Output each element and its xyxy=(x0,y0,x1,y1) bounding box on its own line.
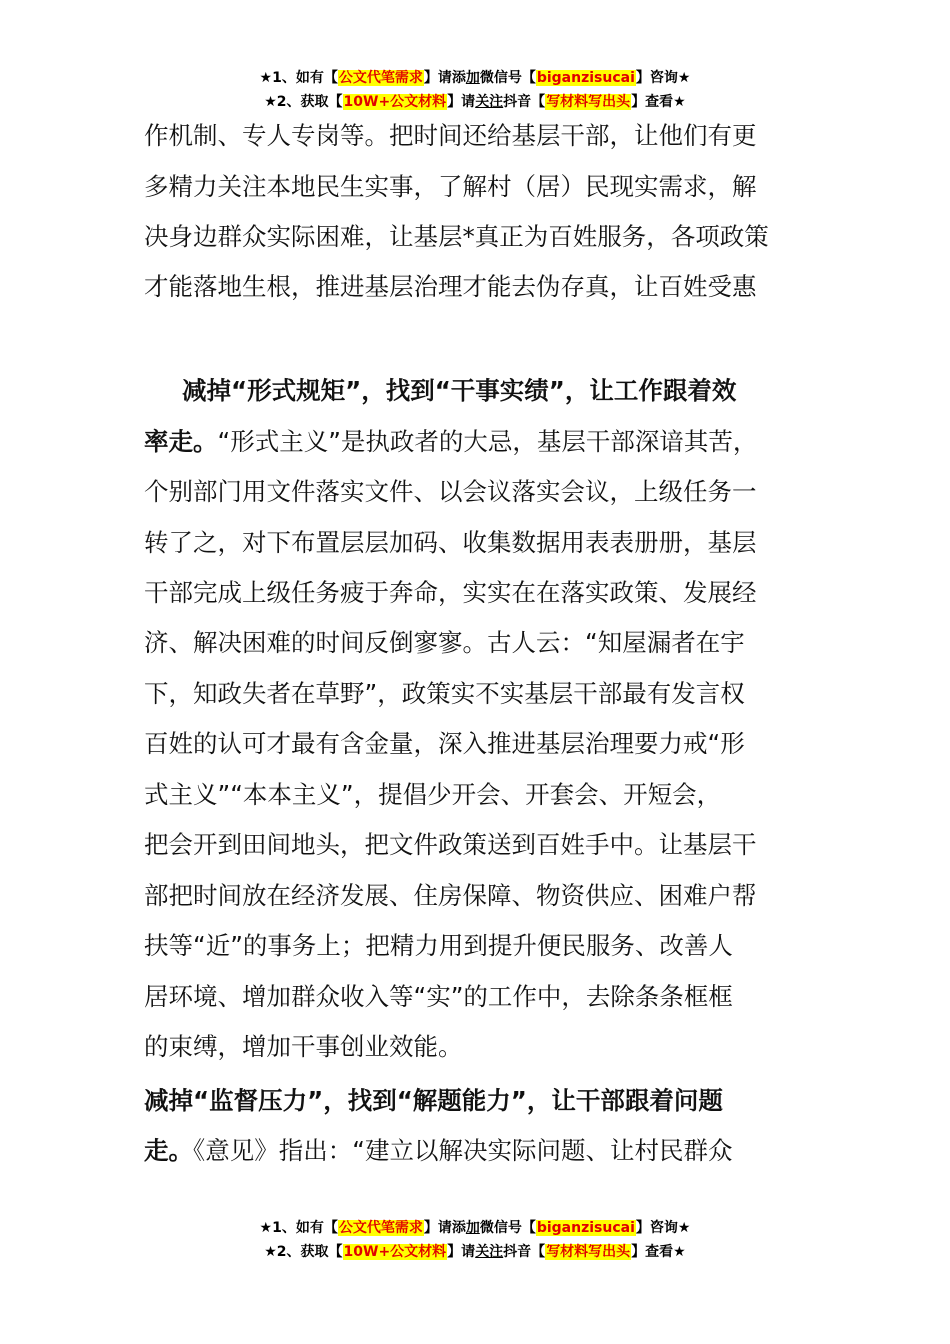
footer-banner-line-2: ★2、获取【10W+公文材料】请关注抖音【写材料写出头】查看★ xyxy=(264,1244,686,1260)
paragraph-line: 转了之，对下布置层层加码、收集数据用表表册册，基层 xyxy=(144,528,757,557)
paragraph-line: 干部完成上级任务疲于奔命，实实在在落实政策、发展经 xyxy=(144,578,757,607)
paragraph-line: 济、解决困难的时间反倒寥寥。古人云：“知屋漏者在宇 xyxy=(144,628,745,657)
footer-highlight-ghostwriting: 公文代笔需求 xyxy=(338,1220,423,1236)
header-banner-line-1: ★1、如有【公文代笔需求】请添加微信号【biganzisucai】咨询★ xyxy=(259,70,691,86)
header-banner xyxy=(0,66,950,114)
paragraph-line: 个别部门用文件落实文件、以会议落实会议，上级任务一 xyxy=(144,477,757,506)
header-highlight-ghostwriting: 公文代笔需求 xyxy=(338,70,423,86)
paragraph-line: 扶等“近”的事务上；把精力用到提升便民服务、改善人 xyxy=(144,931,733,960)
header-highlight-douyin: 写材料写出头 xyxy=(546,94,631,110)
footer-highlight-douyin: 写材料写出头 xyxy=(546,1244,631,1260)
header-highlight-wechat-id: biganzisucai xyxy=(536,70,635,86)
header-banner-line-2: ★2、获取【10W+公文材料】请关注抖音【写材料写出头】查看★ xyxy=(264,94,686,110)
footer-banner-line-1: ★1、如有【公文代笔需求】请添加微信号【biganzisucai】咨询★ xyxy=(259,1220,691,1236)
paragraph-line: 式主义”“本本主义”，提倡少开会、开套会、开短会， xyxy=(144,780,722,809)
footer-highlight-wechat-id: biganzisucai xyxy=(536,1220,635,1236)
paragraph-line: 把会开到田间地头，把文件政策送到百姓手中。让基层干 xyxy=(144,830,757,859)
section-heading-end: 率走。 xyxy=(144,427,218,456)
paragraph-line: 率走。“形式主义”是执政者的大忌，基层干部深谙其苦， xyxy=(144,427,758,456)
paragraph-line: 下，知政失者在草野”，政策实不实基层干部最有发言权 xyxy=(144,679,745,708)
paragraph-line: 部把时间放在经济发展、住房保障、物资供应、困难户帮 xyxy=(144,881,757,910)
section-heading: 减掉“形式规矩”，找到“干事实绩”，让工作跟着效 xyxy=(182,376,737,405)
paragraph-line: 决身边群众实际困难，让基层*真正为百姓服务，各项政策 xyxy=(144,222,769,251)
paragraph-line: 的束缚，增加干事创业效能。 xyxy=(144,1032,463,1061)
footer-banner xyxy=(0,1216,950,1264)
paragraph-line: 居环境、增加群众收入等“实”的工作中，去除条条框框 xyxy=(144,982,733,1011)
paragraph-line: 才能落地生根，推进基层治理才能去伪存真，让百姓受惠 xyxy=(144,272,757,301)
header-highlight-materials: 10W+公文材料 xyxy=(343,94,447,110)
paragraph-line: 多精力关注本地民生实事，了解村（居）民现实需求，解 xyxy=(144,172,757,201)
paragraph-line: 作机制、专人专岗等。把时间还给基层干部，让他们有更 xyxy=(144,121,757,150)
section-heading: 减掉“监督压力”，找到“解题能力”，让干部跟着问题 xyxy=(144,1086,723,1115)
paragraph-line: 走。《意见》指出：“建立以解决实际问题、让村民群众 xyxy=(144,1136,733,1165)
section-heading-end: 走。 xyxy=(144,1136,193,1165)
footer-highlight-materials: 10W+公文材料 xyxy=(343,1244,447,1260)
paragraph-line: 百姓的认可才最有含金量，深入推进基层治理要力戒“形 xyxy=(144,729,745,758)
